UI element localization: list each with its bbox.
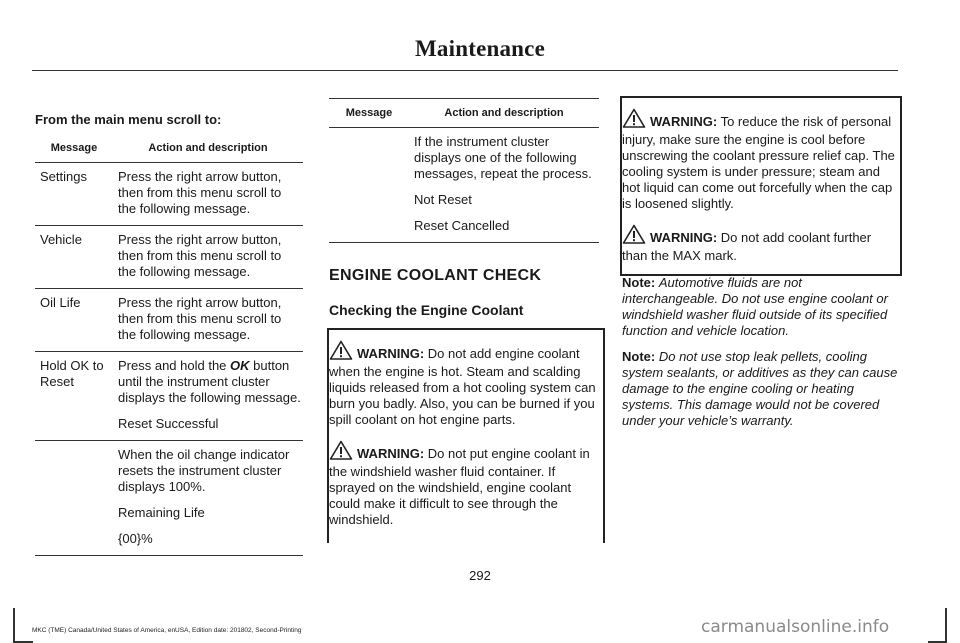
page-title: Maintenance	[415, 36, 545, 61]
note-text: Do not use stop leak pellets, cooling system sealants, or additives as they can cause damage to the engine cooling or heating systems. This damage would not be covered under your vehicle’s warranty.	[622, 349, 898, 428]
table-row	[35, 226, 303, 289]
edition-info: MKC (TME) Canada/United States of America, enUSA, Edition date: 201802, Second-Printing	[32, 627, 302, 634]
message-cell: Vehicle	[35, 226, 113, 289]
warning-text: Do not add coolant further than the MAX mark.	[622, 230, 872, 263]
table-header-action: Action and description	[409, 99, 599, 128]
action-cell	[113, 352, 303, 441]
table-header-message: Message	[35, 134, 113, 163]
message-cell: Hold OK to Reset	[35, 352, 113, 441]
table-header-action: Action and description	[113, 134, 303, 163]
reset-menu-table	[35, 134, 303, 556]
warning-box	[327, 328, 605, 543]
note-paragraph	[622, 349, 898, 429]
warning-triangle-icon	[622, 224, 646, 248]
warning-box	[620, 96, 902, 276]
watermark: carmanualsonline.info	[701, 617, 890, 637]
warning-triangle-icon	[622, 108, 646, 132]
table-row	[35, 441, 303, 556]
notes-block	[622, 275, 898, 439]
message-cell: Oil Life	[35, 289, 113, 352]
action-cell	[113, 289, 303, 352]
action-cell	[409, 128, 599, 243]
action-text: Remaining Life	[118, 505, 205, 520]
table-row	[35, 163, 303, 226]
table-row	[329, 128, 599, 243]
warning-label: WARNING:	[357, 346, 425, 361]
action-text: Press the right arrow button, then from this menu scroll to the following message.	[118, 295, 282, 342]
action-text: Press and hold the OK button until the instrument cluster displays the following message.	[118, 358, 301, 405]
warning-paragraph	[329, 340, 599, 428]
warning-text: Do not add engine coolant when the engine is hot. Steam and scalding liquids released from a hot cooling system can burn you badly. Also, you can be burned if you spill coolant on hot engine parts.	[329, 346, 596, 427]
crop-mark	[13, 608, 15, 643]
note-label: Note:	[622, 349, 656, 364]
action-cell	[113, 441, 303, 556]
crop-mark	[945, 608, 947, 643]
action-text: Press the right arrow button, then from this menu scroll to the following message.	[118, 232, 282, 279]
table-header-message: Message	[329, 99, 409, 128]
warning-text: Do not put engine coolant in the windshield washer fluid container. If sprayed on the windshield, engine coolant could make it difficult to see through the windshield.	[329, 446, 590, 527]
warning-label: WARNING:	[650, 230, 718, 245]
table-row	[35, 289, 303, 352]
warning-label: WARNING:	[650, 114, 718, 129]
message-cell	[35, 441, 113, 556]
action-cell	[113, 226, 303, 289]
warning-triangle-icon	[329, 340, 353, 364]
note-text: Automotive fluids are not interchangeable. Do not use engine coolant or windshield washer fluid outside of its specified function and vehicle location.	[622, 275, 888, 338]
action-text: {00}%	[118, 531, 153, 546]
action-text: Reset Cancelled	[414, 218, 510, 233]
action-text: If the instrument cluster displays one of the following messages, repeat the process.	[414, 134, 592, 181]
header-divider	[32, 70, 898, 71]
note-paragraph	[622, 275, 898, 339]
page-number: 292	[469, 568, 491, 583]
warning-paragraph	[622, 224, 900, 264]
action-cell	[113, 163, 303, 226]
action-text: Not Reset	[414, 192, 472, 207]
reset-continued-table	[329, 98, 599, 243]
intro-text: From the main menu scroll to:	[35, 112, 222, 127]
section-heading: ENGINE COOLANT CHECK	[329, 267, 542, 284]
warning-paragraph	[329, 440, 599, 528]
warning-triangle-icon	[329, 440, 353, 464]
message-cell	[329, 128, 409, 243]
warning-text: To reduce the risk of personal injury, make sure the engine is cool before unscrewing the coolant pressure relief cap. The cooling system is under pressure; steam and hot liquid can come out forcefully when the cap is loosened slightly.	[622, 114, 895, 211]
note-label: Note:	[622, 275, 656, 290]
sub-heading: Checking the Engine Coolant	[329, 302, 524, 318]
action-text: Press the right arrow button, then from this menu scroll to the following message.	[118, 169, 282, 216]
message-cell: Settings	[35, 163, 113, 226]
warning-paragraph	[622, 108, 900, 212]
action-text: Reset Successful	[118, 416, 219, 431]
table-row	[35, 352, 303, 441]
warning-label: WARNING:	[357, 446, 425, 461]
action-text: When the oil change indicator resets the instrument cluster displays 100%.	[118, 447, 290, 494]
